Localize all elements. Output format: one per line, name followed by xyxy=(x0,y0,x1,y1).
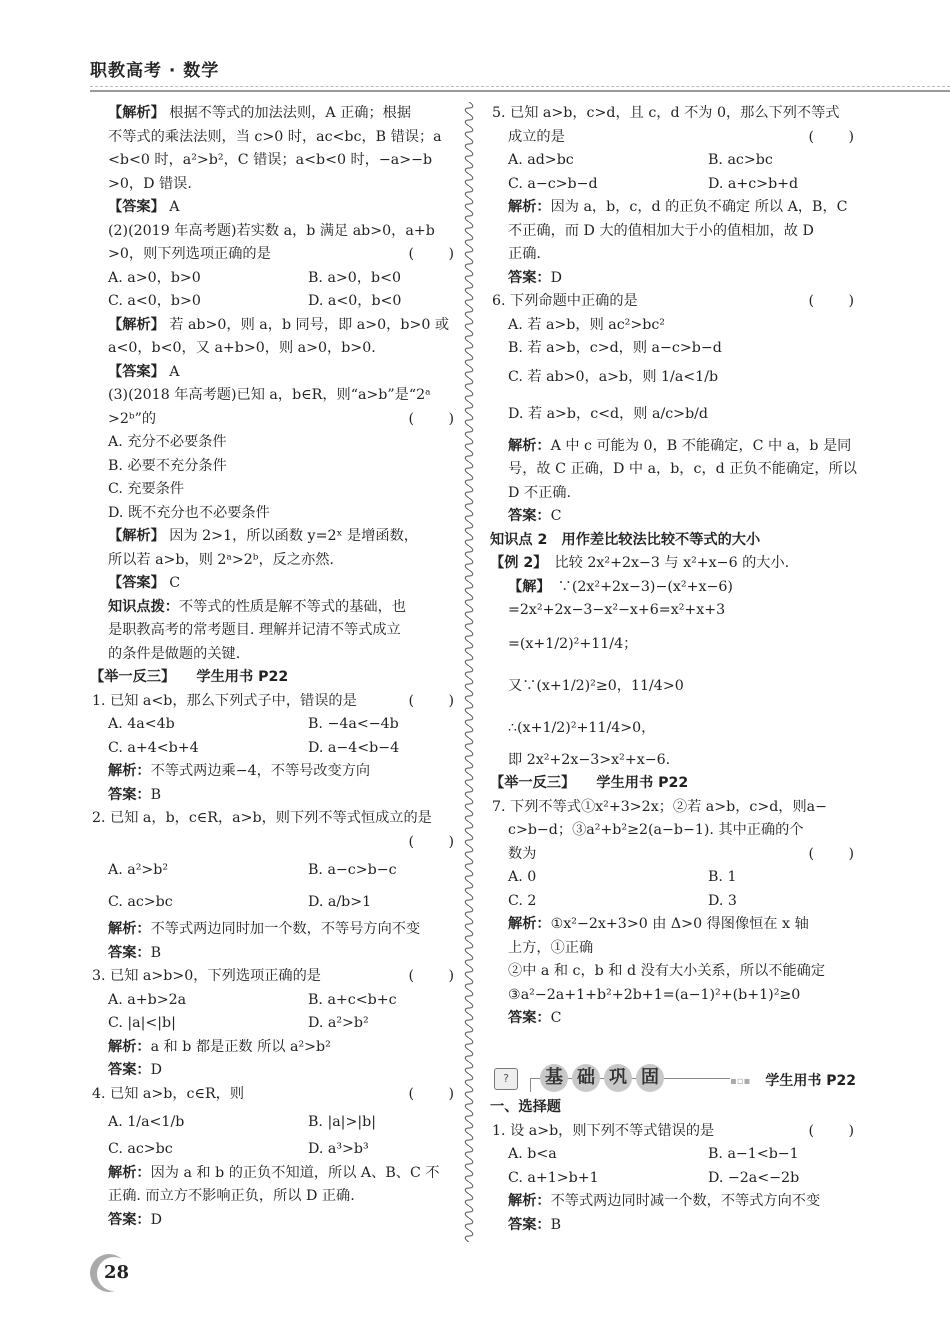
line-text: B xyxy=(550,1216,562,1233)
option-a: C. ac>bc xyxy=(108,894,173,910)
section-line xyxy=(490,1096,862,1120)
heading-line xyxy=(490,772,862,796)
option-b: B. −4a<−4b xyxy=(308,716,399,732)
label: 知识点拨： xyxy=(108,598,179,615)
line-text: 是职教高考的常考题目. 理解并记清不等式成立 xyxy=(108,622,401,638)
answer-line xyxy=(490,1007,862,1031)
line-text: C. 若 ab>0，a>b，则 1/a<1/b xyxy=(508,368,719,385)
line-text: 1. 设 a>b，则下列不等式错误的是 xyxy=(492,1122,715,1139)
banner-char: 固 xyxy=(636,1064,664,1092)
options-row xyxy=(90,267,462,291)
answer-line xyxy=(90,942,462,966)
line-text: B xyxy=(150,786,162,803)
para-line xyxy=(90,361,462,385)
cont-line xyxy=(90,408,462,432)
cont-line xyxy=(490,576,862,600)
line-text: A 中 c 可能为 0，B 不能确定，C 中 a，b 是同 xyxy=(550,437,852,454)
cont-line xyxy=(90,220,462,244)
cont-line xyxy=(490,361,862,393)
para-line xyxy=(90,149,462,173)
para-line xyxy=(90,337,462,361)
label: 【答案】 xyxy=(108,575,165,591)
option-b: D. a−4<b−4 xyxy=(308,739,400,756)
option-b: D. a<0，b<0 xyxy=(308,293,402,309)
answer-blank: ( ) xyxy=(408,692,456,709)
line-text: 号，故 C 正确，D 中 a，b，c，d 正负不能确定，所以 xyxy=(508,461,857,477)
banner-dots: ▪▫▪ xyxy=(730,1076,751,1087)
cont-line xyxy=(490,126,862,150)
line-text: 不等式的性质是解不等式的基础，也 xyxy=(178,598,406,615)
line-text: 上方，①正确 xyxy=(508,939,594,956)
question-line xyxy=(90,690,462,714)
line-text: D xyxy=(150,1062,162,1078)
column-wavy-divider xyxy=(462,102,476,1242)
para-line xyxy=(90,525,462,549)
note-line xyxy=(90,619,462,643)
line-text: D. 既不充分也不必要条件 xyxy=(108,504,270,521)
answer-blank: ( ) xyxy=(808,1122,856,1139)
page-number-badge xyxy=(90,1254,134,1294)
note-line xyxy=(90,596,462,620)
line-text: 比较 2x²+2x−3 与 x²+x−6 的大小. xyxy=(540,555,790,571)
options-row xyxy=(490,866,862,890)
answer-line xyxy=(90,1209,462,1233)
line-text: 不等式两边同时加一个数，不等号方向不变 xyxy=(150,921,421,937)
label: 答案： xyxy=(108,1062,151,1078)
label: 【答案】 xyxy=(108,199,165,215)
answer-line xyxy=(490,267,862,291)
option-b: B. a+c<b+c xyxy=(308,991,397,1008)
line-text: 1. 已知 a<b，那么下列式子中，错误的是 xyxy=(92,692,357,709)
line-text: C xyxy=(164,575,181,591)
line-text: 不正确，而 D 大的值相加大于小的值相加，故 D xyxy=(508,222,814,239)
cont-line xyxy=(490,749,862,773)
line-text: D xyxy=(550,269,562,286)
label: 解析： xyxy=(508,437,551,454)
label: 答案： xyxy=(108,1211,151,1228)
answer-line xyxy=(90,1059,462,1083)
banner-reference: 学生用书 P22 xyxy=(765,1073,856,1089)
cont-line xyxy=(90,831,462,855)
cont-line xyxy=(490,599,862,623)
options-row xyxy=(90,1138,462,1162)
line-text: D xyxy=(150,1211,162,1228)
question-line xyxy=(490,796,862,820)
option-b: D. a+c>b+d xyxy=(708,175,799,192)
label: 答案： xyxy=(108,786,151,803)
note-line xyxy=(90,643,462,667)
analysis-line xyxy=(90,1162,462,1186)
heading-line xyxy=(90,666,462,690)
line-text: 5. 已知 a>b，c>d，且 c，d 不为 0，那么下列不等式 xyxy=(492,105,840,121)
label: 答案： xyxy=(508,1216,551,1233)
answer-blank: ( ) xyxy=(408,246,456,262)
answer-blank: ( ) xyxy=(808,845,856,862)
section-line xyxy=(490,529,862,553)
cont-line xyxy=(490,393,862,435)
option-a: A. 1/a<1/b xyxy=(108,1114,185,1130)
cont-line xyxy=(90,431,462,455)
analysis-line xyxy=(90,1036,462,1060)
cont-line xyxy=(490,314,862,338)
analysis-line xyxy=(490,435,862,459)
analysis-line xyxy=(90,918,462,942)
line-text: =(x+1/2)²+11/4； xyxy=(508,635,638,652)
para-line xyxy=(90,102,462,126)
options-row xyxy=(90,886,462,918)
option-a: C. 2 xyxy=(508,892,537,909)
line-text: B. 必要不充分条件 xyxy=(108,457,227,474)
analysis-line xyxy=(490,458,862,482)
header-dashed-divider xyxy=(90,86,950,87)
line-text: 因为 2>1，所以函数 y=2ˣ 是增函数， xyxy=(164,528,418,544)
analysis-line xyxy=(90,760,462,784)
question-line xyxy=(490,102,862,126)
question-line xyxy=(490,1120,862,1144)
analysis-line xyxy=(490,243,862,267)
banner-line xyxy=(530,1078,531,1092)
line-text: B xyxy=(150,944,162,961)
line-text: 因为 a，b，c，d 的正负不确定 所以 A，B，C xyxy=(550,199,848,215)
line-text: 根据不等式的加法法则，A 正确；根据 xyxy=(164,105,412,121)
label: 解析： xyxy=(108,921,151,937)
line-text: 正确. 而立方不影响正负，所以 D 正确. xyxy=(108,1188,355,1204)
line-text: >2ᵇ”的 xyxy=(108,410,157,427)
option-a: A. a>0，b>0 xyxy=(108,269,201,286)
option-b: D. a³>b³ xyxy=(308,1141,369,1157)
options-row xyxy=(490,173,862,197)
line-text: 即 2x²+2x−3>x²+x−6. xyxy=(508,751,671,768)
options-row xyxy=(90,713,462,737)
line-text: 又∵(x+1/2)²≥0，11/4>0 xyxy=(508,677,684,694)
options-row xyxy=(490,890,862,914)
banner-char: 础 xyxy=(572,1064,600,1092)
label: 解析： xyxy=(108,1164,151,1181)
header-divider xyxy=(90,90,950,92)
right-column xyxy=(490,102,862,1031)
cont-line xyxy=(90,502,462,526)
cont-line xyxy=(490,843,862,867)
line-text: 【举一反三】 学生用书 P22 xyxy=(90,669,289,685)
para-line xyxy=(90,549,462,573)
cont-line xyxy=(90,478,462,502)
line-text: 7. 下列不等式①x²+3>2x；②若 a>b，c>d，则a− xyxy=(492,798,828,815)
label: 解析： xyxy=(108,1038,151,1055)
line-text: 2. 已知 a，b，c∈R，a>b，则下列不等式恒成立的是 xyxy=(92,810,432,826)
option-a: C. ac>bc xyxy=(108,1141,173,1157)
line-text: 4. 已知 a>b，c∈R，则 xyxy=(92,1085,245,1102)
line-text: =2x²+2x−3−x²−x+6=x²+x+3 xyxy=(508,602,726,618)
banner-title xyxy=(540,1064,664,1092)
line-text: (2)(2019 年高考题)若实数 a，b 满足 ab>0，a+b xyxy=(108,222,435,239)
line-text: 一、选择题 xyxy=(490,1099,561,1115)
line-text: c>b−d；③a²+b²≥2(a−b−1). 其中正确的个 xyxy=(508,822,804,838)
line-text: ∵(2x²+2x−3)−(x²+x−6) xyxy=(543,578,733,595)
line-text: a 和 b 都是正数 所以 a²>b² xyxy=(150,1038,331,1055)
line-text: (3)(2018 年高考题)已知 a，b∈R，则“a>b”是“2ᵃ xyxy=(108,387,431,403)
para-line xyxy=(90,572,462,596)
cont-line xyxy=(90,455,462,479)
exercise-section xyxy=(490,1096,862,1237)
option-a: A. b<a xyxy=(508,1146,557,1162)
line-text: C xyxy=(550,1010,562,1026)
option-a: A. a+b>2a xyxy=(108,991,187,1008)
line-text: D 不正确. xyxy=(508,484,571,501)
analysis-line xyxy=(490,1190,862,1214)
option-b: B. a−1<b−1 xyxy=(708,1146,799,1162)
options-row xyxy=(490,149,862,173)
option-a: C. a+1>b+1 xyxy=(508,1169,599,1186)
options-row xyxy=(90,854,462,886)
line-text: ②中 a 和 c，b 和 d 没有大小关系，所以不能确定 xyxy=(508,963,826,979)
line-text: 知识点 2 用作差比较法比较不等式的大小 xyxy=(490,531,761,548)
line-text: 所以若 a>b，则 2ᵃ>2ᵇ，反之亦然. xyxy=(108,551,334,568)
line-text: 因为 a 和 b 的正负不知道，所以 A、B、C 不 xyxy=(150,1164,440,1181)
para-line xyxy=(90,173,462,197)
analysis-line xyxy=(490,220,862,244)
left-column xyxy=(90,102,462,1232)
analysis-line xyxy=(490,937,862,961)
line-text: A xyxy=(164,199,180,215)
para-line xyxy=(90,126,462,150)
option-a: C. a<0，b>0 xyxy=(108,293,201,309)
banner-icon: ? xyxy=(494,1068,518,1090)
answer-blank: ( ) xyxy=(408,410,456,427)
label: 【解析】 xyxy=(108,528,165,544)
line-text: ③a²−2a+1+b²+2b+1=(a−1)²+(b+1)²≥0 xyxy=(508,986,801,1003)
line-text: 不等式两边同时减一个数，不等式方向不变 xyxy=(550,1193,821,1209)
cont-line xyxy=(490,819,862,843)
line-text: 6. 下列命题中正确的是 xyxy=(492,293,638,309)
line-text: <b<0 时，a²>b²，C 错误；a<b<0 时，−a>−b xyxy=(108,152,433,168)
analysis-line xyxy=(490,196,862,220)
option-b: B. a>0，b<0 xyxy=(308,269,402,286)
line-text: D. 若 a>b，c<d，则 a/c>b/d xyxy=(508,405,709,422)
option-b: B. 1 xyxy=(708,869,737,885)
option-a: A. a²>b² xyxy=(108,862,169,878)
line-text: A xyxy=(164,363,180,380)
para-line xyxy=(90,196,462,220)
options-row xyxy=(490,1143,862,1167)
line-text: A. 充分不必要条件 xyxy=(108,434,227,450)
answer-line xyxy=(490,1214,862,1238)
cont-line xyxy=(90,243,462,267)
line-text: ①x²−2x+3>0 由 Δ>0 得图像恒在 x 轴 xyxy=(550,916,809,932)
option-b: B. ac>bc xyxy=(708,152,773,168)
line-text: C xyxy=(550,508,562,524)
line-text: 若 ab>0，则 a，b 同号，即 a>0，b>0 或 xyxy=(164,316,450,333)
label: 解析： xyxy=(508,916,551,932)
options-row xyxy=(90,737,462,761)
cont-line xyxy=(490,707,862,749)
option-a: A. ad>bc xyxy=(508,152,574,168)
answer-blank: ( ) xyxy=(408,833,456,850)
para-line xyxy=(90,314,462,338)
options-row xyxy=(90,1012,462,1036)
line-text: B. 若 a>b，c>d，则 a−c>b−d xyxy=(508,340,722,356)
page-number: 28 xyxy=(104,1262,130,1283)
answer-blank: ( ) xyxy=(808,293,856,309)
cont-line xyxy=(490,337,862,361)
option-b: B. a−c>b−c xyxy=(308,862,397,878)
line-text: 数为 xyxy=(508,845,537,862)
option-a: C. a+4<b+4 xyxy=(108,739,199,756)
line-text: a<0，b<0，又 a+b>0，则 a>0，b>0. xyxy=(108,340,376,356)
option-a: C. |a|<|b| xyxy=(108,1015,176,1031)
option-b: D. 3 xyxy=(708,892,737,909)
cont-line xyxy=(490,665,862,707)
option-b: D. −2a<−2b xyxy=(708,1169,800,1186)
label: 解析： xyxy=(508,199,551,215)
analysis-line xyxy=(490,482,862,506)
option-a: A. 0 xyxy=(508,869,537,885)
options-row xyxy=(90,290,462,314)
cont-line xyxy=(490,623,862,665)
label: 解析： xyxy=(108,763,151,779)
line-text: >0，D 错误. xyxy=(108,175,192,192)
analysis-line xyxy=(490,984,862,1008)
line-text: 成立的是 xyxy=(508,128,565,145)
analysis-line xyxy=(490,913,862,937)
sub-line xyxy=(490,552,862,576)
options-row xyxy=(490,1167,862,1191)
label: 答案： xyxy=(508,1010,551,1026)
option-a: C. a−c>b−d xyxy=(508,175,598,192)
label: 答案： xyxy=(508,269,551,286)
line-text: ∴(x+1/2)²+11/4>0， xyxy=(508,719,656,736)
line-text: C. 充要条件 xyxy=(108,481,185,497)
analysis-line xyxy=(90,1185,462,1209)
options-row xyxy=(90,989,462,1013)
line-text: 不等式的乘法法则，当 c>0 时，ac<bc，B 错误；a xyxy=(108,128,442,145)
banner-char: 基 xyxy=(540,1064,568,1092)
label: 答案： xyxy=(108,944,151,961)
label: 【例 2】 xyxy=(490,555,541,571)
answer-blank: ( ) xyxy=(408,1085,456,1102)
analysis-line xyxy=(490,960,862,984)
question-line xyxy=(90,807,462,831)
label: 解析： xyxy=(508,1193,551,1209)
label: 【解】 xyxy=(508,578,544,595)
option-a: A. 4a<4b xyxy=(108,716,175,732)
line-text: 正确. xyxy=(508,246,541,262)
options-row xyxy=(90,1106,462,1138)
question-line xyxy=(90,965,462,989)
line-text: >0，则下列选项正确的是 xyxy=(108,246,271,262)
answer-blank: ( ) xyxy=(408,968,456,984)
page-header-title: 职教高考 · 数学 xyxy=(90,61,220,81)
line-text: 【举一反三】 学生用书 P22 xyxy=(490,775,689,791)
question-line xyxy=(90,1083,462,1107)
line-text: 的条件是做题的关键. xyxy=(108,645,241,662)
label: 【解析】 xyxy=(108,105,165,121)
label: 【解析】 xyxy=(108,316,165,333)
option-b: D. a²>b² xyxy=(308,1015,369,1031)
line-text: 3. 已知 a>b>0，下列选项正确的是 xyxy=(92,968,321,984)
label: 答案： xyxy=(508,508,551,524)
answer-blank: ( ) xyxy=(808,128,856,145)
section-banner xyxy=(490,1064,862,1094)
line-text: A. 若 a>b，则 ac²>bc² xyxy=(508,316,665,333)
option-b: B. |a|>|b| xyxy=(308,1114,376,1130)
line-text: 不等式两边乘−4，不等号改变方向 xyxy=(150,763,371,779)
answer-line xyxy=(490,505,862,529)
banner-char: 巩 xyxy=(604,1064,632,1092)
cont-line xyxy=(90,384,462,408)
label: 【答案】 xyxy=(108,363,165,380)
answer-line xyxy=(90,784,462,808)
question-line xyxy=(490,290,862,314)
option-b: D. a/b>1 xyxy=(308,894,372,910)
